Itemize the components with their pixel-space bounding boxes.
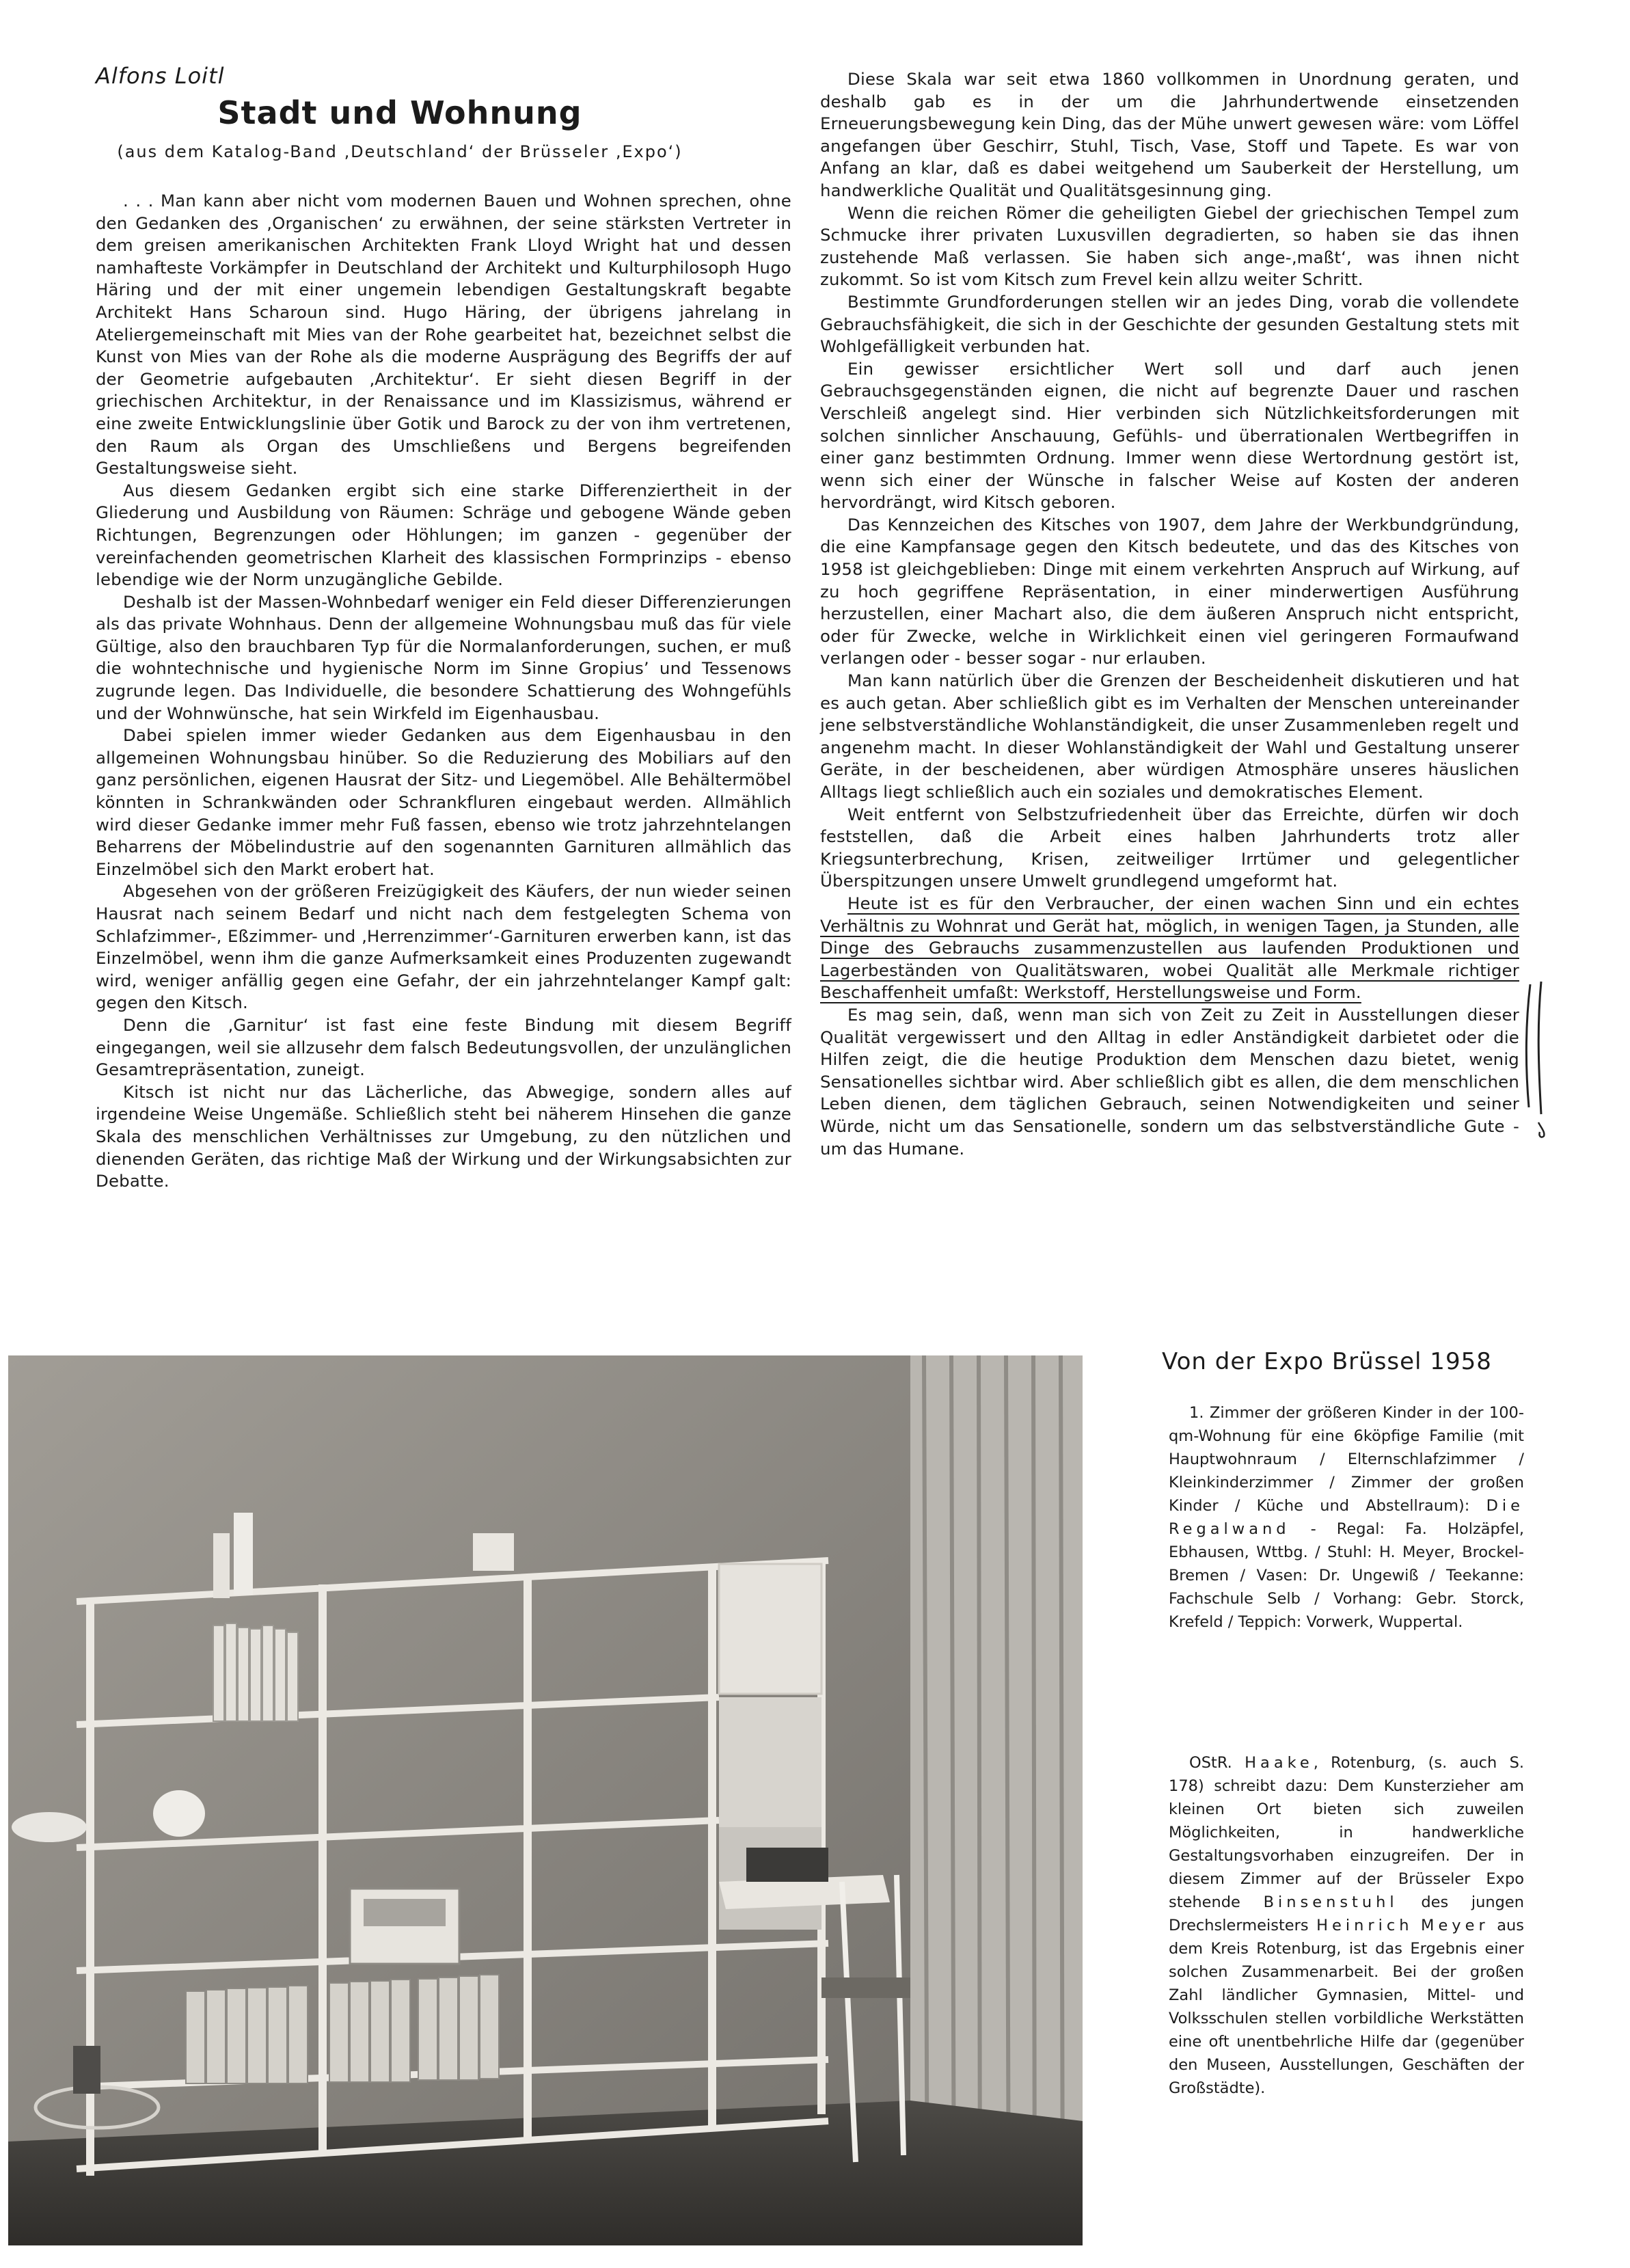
photo-caption	[1169, 1401, 1524, 1634]
paragraph: Dabei spielen immer wieder Gedanken aus dem Eigenhausbau in den allgemeinen Wohnungsbau hinüber. So die Reduzierung des Mobiliars auf den ganz persönlichen, eigenen Hausrat der Sitz- und Liegemöbel. Alle Behältermöbel könnten in Schrankwänden oder Schrankfluren eingebaut werden. Allmählich wird dieser Gedanke immer mehr Fuß fassen, ebenso wie trotz jahrzehntelangen Beharrens der Möbelindustrie auf den sogenannten Garnituren allmählich das Einzelmöbel sich den Markt erobert hat.	[96, 725, 791, 879]
margin-pencil-marks	[1521, 977, 1562, 1142]
paragraph: Aus diesem Gedanken ergibt sich eine starke Differenziertheit in der Gliederung und Ausbildung von Räumen: Schräge und gebogene Wände geben Richtungen, Begrenzungen oder Höhlungen; im ganzen - gegenüber der vereinfachenden geometrischen Klarheit des klassischen Formprinzips - ebenso lebendige wie der Norm unzugängliche Gebilde.	[96, 480, 791, 590]
note-name: Heinrich	[1316, 1917, 1413, 1934]
note-text: aus dem Kreis Rotenburg, ist das Ergebnis einer solchen Zusammenarbeit. Bei der großen Zahl ländlicher Gymnasien, Mittel- und Volksschulen stellen vorbildliche Werkstätten eine oft unentbehrliche Hilfe dar (gegenüber den Museen, Ausstellungen, Geschäften der Großstädte).	[1169, 1917, 1524, 2097]
paragraph: Denn die ‚Garnitur‘ ist fast eine feste Bindung mit diesem Begriff eingegangen, weil sie allzusehr dem falsch Bedeutungsvollen, der unzulänglichen Gesamtrepräsentation, zuneigt.	[96, 1014, 791, 1080]
note-emphasis: Binsenstuhl	[1263, 1893, 1398, 1911]
paragraph: Man kann natürlich über die Grenzen der Bescheidenheit diskutieren und hat es auch getan. Aber schließlich gibt es im Verhalten der Menschen untereinander jene selbstverständliche Wohlanständigkeit, die unser Zusammenleben regelt und angenehm macht. In dieser Wohlanständigkeit der Wahl und Gestaltung unserer Geräte, in der bescheidenen, aber würdigen Atmosphäre unseres häuslichen Alltags liegt schließlich auch ein soziales und demokratisches Element.	[820, 671, 1519, 802]
paragraph: Wenn die reichen Römer die geheiligten Giebel der griechischen Tempel zum Schmucke ihrer privaten Luxusvillen degradierten, so haben sie das ihnen zustehende Maß verlassen. Sie haben sich ange-‚maßt‘, was ihnen nicht zukommt. So ist vom Kitsch zum Frevel kein allzu weiter Schritt.	[820, 202, 1519, 290]
article-title: Stadt und Wohnung	[217, 94, 582, 131]
paragraph: Das Kennzeichen des Kitsches von 1907, dem Jahre der Werkbundgründung, die eine Kampfansage gegen den Kitsch bedeutete, und das des Kitsches von 1958 ist gleichgeblieben: Dinge mit einem verkehrten Anspruch auf Wirkung, auf zu hoch gegriffene Repräsentation, in einer minderwertigen Ausführung herzustellen, einer Machart also, die dem äußeren Anspruch nicht entspricht, oder für Zwecke, welche in Wirklichkeit einen viel geringeren Formaufwand verlangen oder - besser sogar - nur erlauben.	[820, 514, 1519, 669]
caption-emphasis: Die Regalwand	[1169, 1497, 1524, 1538]
paragraph: Es mag sein, daß, wenn man sich von Zeit zu Zeit in Ausstellungen dieser Qualität vergewissert und den Alltag in edler Anständigkeit darbietet oder die Hilfen zeigt, die die heutige Produktion dem Menschen dazu bietet, wenig Sensationelles sichtbar wird. Aber schließlich gibt es allen, die dem menschlichen Leben dienen, dem täglichen Gebrauch, seinen Notwendigkeiten und seiner Würde, nicht um das Sensationelle, sondern um das selbstverständliche Gute - um das Humane.	[820, 1004, 1519, 1159]
paragraph: . . . Man kann aber nicht vom modernen Bauen und Wohnen sprechen, ohne den Gedanken des ‚Organischen‘ zu erwähnen, der seine stärksten Vertreter in dem greisen amerikanischen Architekten Frank Lloyd Wright hat und dessen namhafteste Vorkämpfer in Deutschland der Architekt und Kulturphilosoph Hugo Häring und der mit einer ungemein lebendigen Gestaltungskraft begabte Architekt Hans Scharoun sind. Hugo Häring, der übrigens jahrelang in Ateliergemeinschaft mit Mies van der Rohe gearbeitet hat, bezeichnet selbst die Kunst von Mies van der Rohe als die moderne Ausprägung des Begriffs der auf der Geometrie aufgebauten ‚Architektur‘. Er sieht diesen Begriff in der griechischen Architektur, in der Renaissance und im Klassizismus, während er eine zweite Entwicklungslinie über Gotik und Barock zu der von ihm vertretenen, den Raum als Organ des Umschließens und Bergens begreifenden Gestaltungsweise sieht.	[96, 191, 791, 478]
note-text: , Rotenburg, (s. auch S. 178) schreibt dazu: Dem Kunsterzieher am kleinen Ort bieten sich zuweilen Möglichkeiten, in handwerkliche Gestaltungsvorhaben einzugreifen. Der in diesem Zimmer auf der Brüsseler Expo stehende	[1169, 1754, 1524, 1911]
paragraph: Ein gewisser ersichtlicher Wert soll und darf auch jenen Gebrauchsgegenständen eignen, die nicht auf begrenzte Dauer und raschen Verschleiß angelegt sind. Hier verbinden sich Nützlichkeitsforderungen mit solchen sinnlicher Anschauung, Gefühls- und überrationalen Wertbegriffen in einer ganz bestimmten Ordnung. Immer wenn diese Wertordnung gestört ist, wenn sich einer der Wünsche in falscher Weise auf Kosten der anderen hervordrängt, wird Kitsch geboren.	[820, 358, 1519, 513]
note-text: OStR.	[1189, 1754, 1245, 1772]
paragraph: Weit entfernt von Selbstzufriedenheit über das Erreichte, dürfen wir doch feststellen, daß die Arbeit eines halben Jahrhunderts trotz aller Kriegsunterbrechung, Krisen, zeitweiliger Irrtümer und gelegentlicher Überspitzungen unsere Umwelt grundlegend umgeformt hat.	[820, 804, 1519, 891]
photo-illustration	[8, 1355, 1083, 2245]
caption-text: 1. Zimmer der größeren Kinder in der 100-qm-Wohnung für eine 6köpfige Familie (mit Hauptwohnraum / Elternschlafzimmer / Kleinkinderzimmer / Zimmer der großen Kinder / Küche und Abstellraum):	[1169, 1404, 1524, 1515]
note-text: des jungen Drechslermeisters	[1169, 1893, 1525, 1934]
author: Alfons Loitl	[96, 63, 225, 89]
paragraph: Deshalb ist der Massen-Wohnbedarf weniger ein Feld dieser Differenzierungen als das private Wohnhaus. Denn der allgemeine Wohnungsbau muß das für viele Gültige, also den brauchbaren Typ für die Normalanforderungen, suchen, er muß die wohntechnische und hygienische Norm im Sinne Gropius’ und Tessenows zugrunde legen. Das Individuelle, die besondere Schattierung des Wohngefühls und der Wohnwünsche, hat sein Wirkfeld im Eigenhausbau.	[96, 591, 791, 723]
caption-text: - Regal: Fa. Holzäpfel, Ebhausen, Wttbg. / Stuhl: H. Meyer, Brockel-Bremen / Vasen: Dr. Ungewiß / Teekanne: Fachschule Selb / Vorhang: Gebr. Storck, Krefeld / Teppich: Vorwerk, Wuppertal.	[1169, 1520, 1524, 1631]
paragraph: Bestimmte Grundforderungen stellen wir an jedes Ding, vorab die vollendete Gebrauchsfähigkeit, die sich in der Geschichte der gesunden Gestaltung stets mit Wohlgefälligkeit verbunden hat.	[820, 291, 1519, 357]
side-note	[1169, 1751, 1524, 2100]
caption-title: Von der Expo Brüssel 1958	[1162, 1348, 1492, 1375]
paragraph: Diese Skala war seit etwa 1860 vollkommen in Unordnung geraten, und deshalb gab es in der um die Jahrhundertwende einsetzenden Erneuerungsbewegung kein Ding, das der Mühe unwert gewesen wäre: vom Löffel angefangen über Geschirr, Stuhl, Tisch, Vase, Stoff und Tapete. Es war von Anfang an klar, daß es dabei weitgehend um Sauberkeit der Herstellung, um handwerkliche Qualität und Qualitätsgesinnung ging.	[820, 69, 1519, 200]
left-column	[96, 190, 791, 1193]
bookshelf-room-photo	[8, 1355, 1083, 2245]
note-name: Haake	[1245, 1754, 1314, 1772]
underlined-paragraph: Heute ist es für den Verbraucher, der einen wachen Sinn und ein echtes Verhältnis zu Wohnrat und Gerät hat, möglich, in wenigen Tagen, ja Stunden, alle Dinge des Gebrauchs zusammenzustellen aus laufenden Produktionen und Lagerbeständen von Qualitätswaren, wobei Qualität alle Merkmale richtiger Beschaffenheit umfaßt: Werkstoff, Herstellungsweise und Form.	[820, 893, 1519, 1003]
paragraph: Kitsch ist nicht nur das Lächerliche, das Abwegige, sondern alles auf irgendeine Weise Ungemäße. Schließlich steht bei näherem Hinsehen die ganze Skala des menschlichen Verhältnisses zur Umgebung, zu den nützlichen und dienenden Geräten, das richtige Maß der Wirkung und der Wirkungsabsichten zur Debatte.	[96, 1081, 791, 1191]
article-subtitle: (aus dem Katalog-Band ‚Deutschland‘ der Brüsseler ‚Expo‘)	[117, 142, 683, 161]
paragraph: Abgesehen von der größeren Freizügigkeit des Käufers, der nun wieder seinen Hausrat nach seinem Bedarf und nicht nach dem festgelegten Schema von Schlafzimmer-, Eßzimmer- und ‚Herrenzimmer‘-Garnituren erwerben kann, ist das Einzelmöbel, wenn ihm die ganze Aufmerksamkeit eines Produzenten zugewandt wird, weniger anfällig gegen eine Gefahr, der ein jahrzehntelanger Kampf galt: gegen den Kitsch.	[96, 881, 791, 1013]
note-name: Meyer	[1421, 1917, 1489, 1934]
right-column	[820, 68, 1519, 1160]
